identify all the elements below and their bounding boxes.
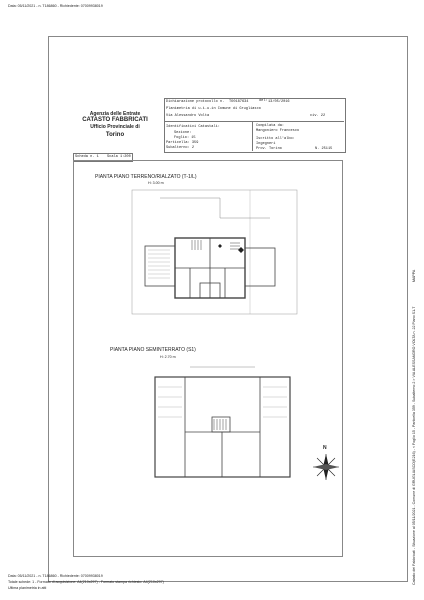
plan-label: Planimetria di u.i.u.in Comune di Grugliasco <box>166 107 261 111</box>
del-date: 13/05/2016 <box>268 100 290 104</box>
bottom-caption-2: Totale schede: 1 - Formato di acquisizione: A4(210x297) - Formato stampa richiesto: A4(210x297) <box>8 580 164 584</box>
agency-office: Ufficio Provinciale di <box>90 124 140 130</box>
prov-label: Prov. Torino <box>256 147 282 151</box>
floor-plan-ground <box>130 188 300 318</box>
plan1-height: H: 3.00 m <box>148 181 164 185</box>
declaration-label: Dichiarazione protocollo n. <box>166 100 225 104</box>
n-label: N. 25115 <box>315 147 333 151</box>
scala-label: Scala 1:200 <box>107 155 131 159</box>
header-divider <box>164 121 344 122</box>
address: Via Alessandro Volta <box>166 114 210 118</box>
declaration-number: TO0187634 <box>229 100 249 104</box>
page-marker: MAPPA <box>412 269 416 282</box>
bottom-caption-3: Ultima planimetria in atti <box>8 586 47 590</box>
agency-catasto: CATASTO FABBRICATI <box>82 117 148 123</box>
particella: Particella: 359 <box>166 141 199 145</box>
civ: civ. 22 <box>310 114 326 118</box>
north-compass <box>312 452 340 482</box>
identificativi-label: Identificativi Catastali: <box>166 125 220 129</box>
plan2-height: H: 2.70 m <box>160 355 176 359</box>
foglio: Foglio: 15 <box>174 136 196 140</box>
header-vdivider <box>252 121 253 151</box>
bottom-caption-1: Data: 05/11/2021 - n. T186860 - Richiedente: 07009938019 <box>8 574 103 578</box>
plan2-title: PIANTA PIANO SEMINTERRATO (S1) <box>110 347 196 353</box>
floor-plan-basement <box>150 362 295 482</box>
right-side-caption: Catasto dei Fabbricati - Situazione al 05/11/2021 - Comune di GRUGLIASCO(E216) - < Foglio 15 - Particella 359 - Subalterno 2 > VIA ALESSANDRO VOLTA n. 22 Piano S1-T <box>412 306 416 585</box>
iscritto-value: Ingegneri <box>256 142 276 146</box>
scheda-label: Scheda n. 1 <box>75 155 99 159</box>
compilata-label: Compilata da: <box>256 124 285 128</box>
top-caption: Data: 05/11/2021 - n. T186860 - Richiedente: 07009938019 <box>8 4 103 8</box>
compass-north-label: N <box>323 445 327 451</box>
compilata-name: Mangoniero Francesco <box>256 129 300 133</box>
subalterno: Subalterno: 2 <box>166 146 195 150</box>
agency-name: Agenzia delle Entrate <box>89 111 141 117</box>
agency-city: Torino <box>105 132 125 138</box>
del-label: del: <box>259 99 268 103</box>
iscritto-label: Iscritto all'albo: <box>256 137 295 141</box>
sezione: Sezione: <box>174 131 192 135</box>
plan1-title: PIANTA PIANO TERRENO/RIALZATO (T-1/L) <box>95 174 197 180</box>
agency-block <box>70 111 160 140</box>
